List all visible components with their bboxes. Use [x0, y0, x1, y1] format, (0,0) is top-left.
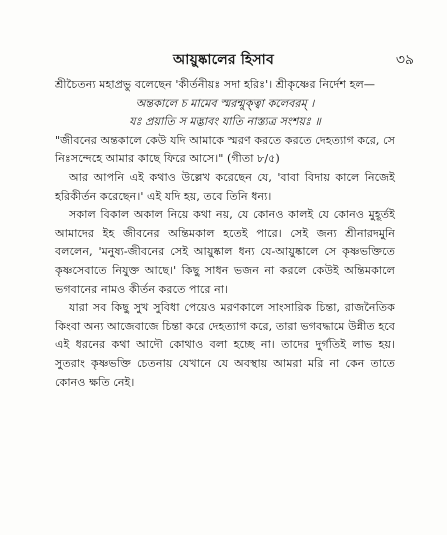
- paragraph-intro: শ্রীচৈতন্য মহাপ্রভু বলেছেন 'কীর্তনীয়ঃ সদা হরিঃ'। শ্রীকৃষ্ণের নির্দেশ হল—: [55, 78, 375, 91]
- page-header: [0, 48, 447, 70]
- paragraph-2: আর আপনি এই কথাও উল্লেখ করেছেন যে, 'বাবা বিদায় কালে নিজেই হরিকীর্তন করেছেন।' এই যদি হয়, তবে তিনি ধন্য।: [55, 170, 395, 203]
- verse-line-1: অন্তকালে চ মামেব স্মরন্মুক্ত্বা কলেবরম্ ।: [135, 96, 315, 110]
- verse-line-2: যঃ প্রয়াতি স মদ্ভাবং যাতি নাস্ত্যত্র সংশয়ঃ ॥: [129, 115, 321, 129]
- body-text: [55, 76, 395, 392]
- paragraph-3: সকাল বিকাল অকাল নিয়ে কথা নয়, যে কোনও কালই যে কোনও মুহূর্তই আমাদের ইহ জীবনের অন্তিমকাল হতেই পারে। সেই জন্য শ্রীনারদমুনি বললেন, 'মনুষ্য-জীবনের সেই আয়ুষ্কাল ধন্য যে-আয়ুষ্কালে সে কৃষ্ণভক্তিতে কৃষ্ণসেবাতে নিযুক্ত আছে।' কিছু সাধন ভজন না করলে কেউই অন্তিমকালে ভগবানের নামও কীর্তন করতে পারে না।: [55, 208, 395, 296]
- chapter-title: আয়ুষ্কালের হিসাব: [173, 52, 274, 68]
- paragraph-4: যারা সব কিছু সুখ সুবিধা পেয়েও মরণকালে সাংসারিক চিন্তা, রাজনৈতিক কিংবা অন্য আজেবাজে চিন্তা করে দেহত্যাগ করে, তারা ভগবদ্ধামে উন্নীত হবে এই ধরনের কথা আদৌ কোথাও বলা হচ্ছে না। তাদের দুর্গতিই লাভ হয়। সুতরাং কৃষ্ণভক্তি চেতনায় যেখানে যে অবস্থায় আমরা মরি না কেন তাতে কোনও ক্ষতি নেই।: [55, 301, 395, 389]
- paragraph-translation: "জীবনের অন্তকালে কেউ যদি আমাকে স্মরণ করতে করতে দেহত্যাগ করে, সে নিঃসন্দেহে আমার কাছে ফিরে আসে।" (গীতা ৮/৫): [55, 133, 395, 166]
- page-number: ৩৯: [395, 52, 414, 68]
